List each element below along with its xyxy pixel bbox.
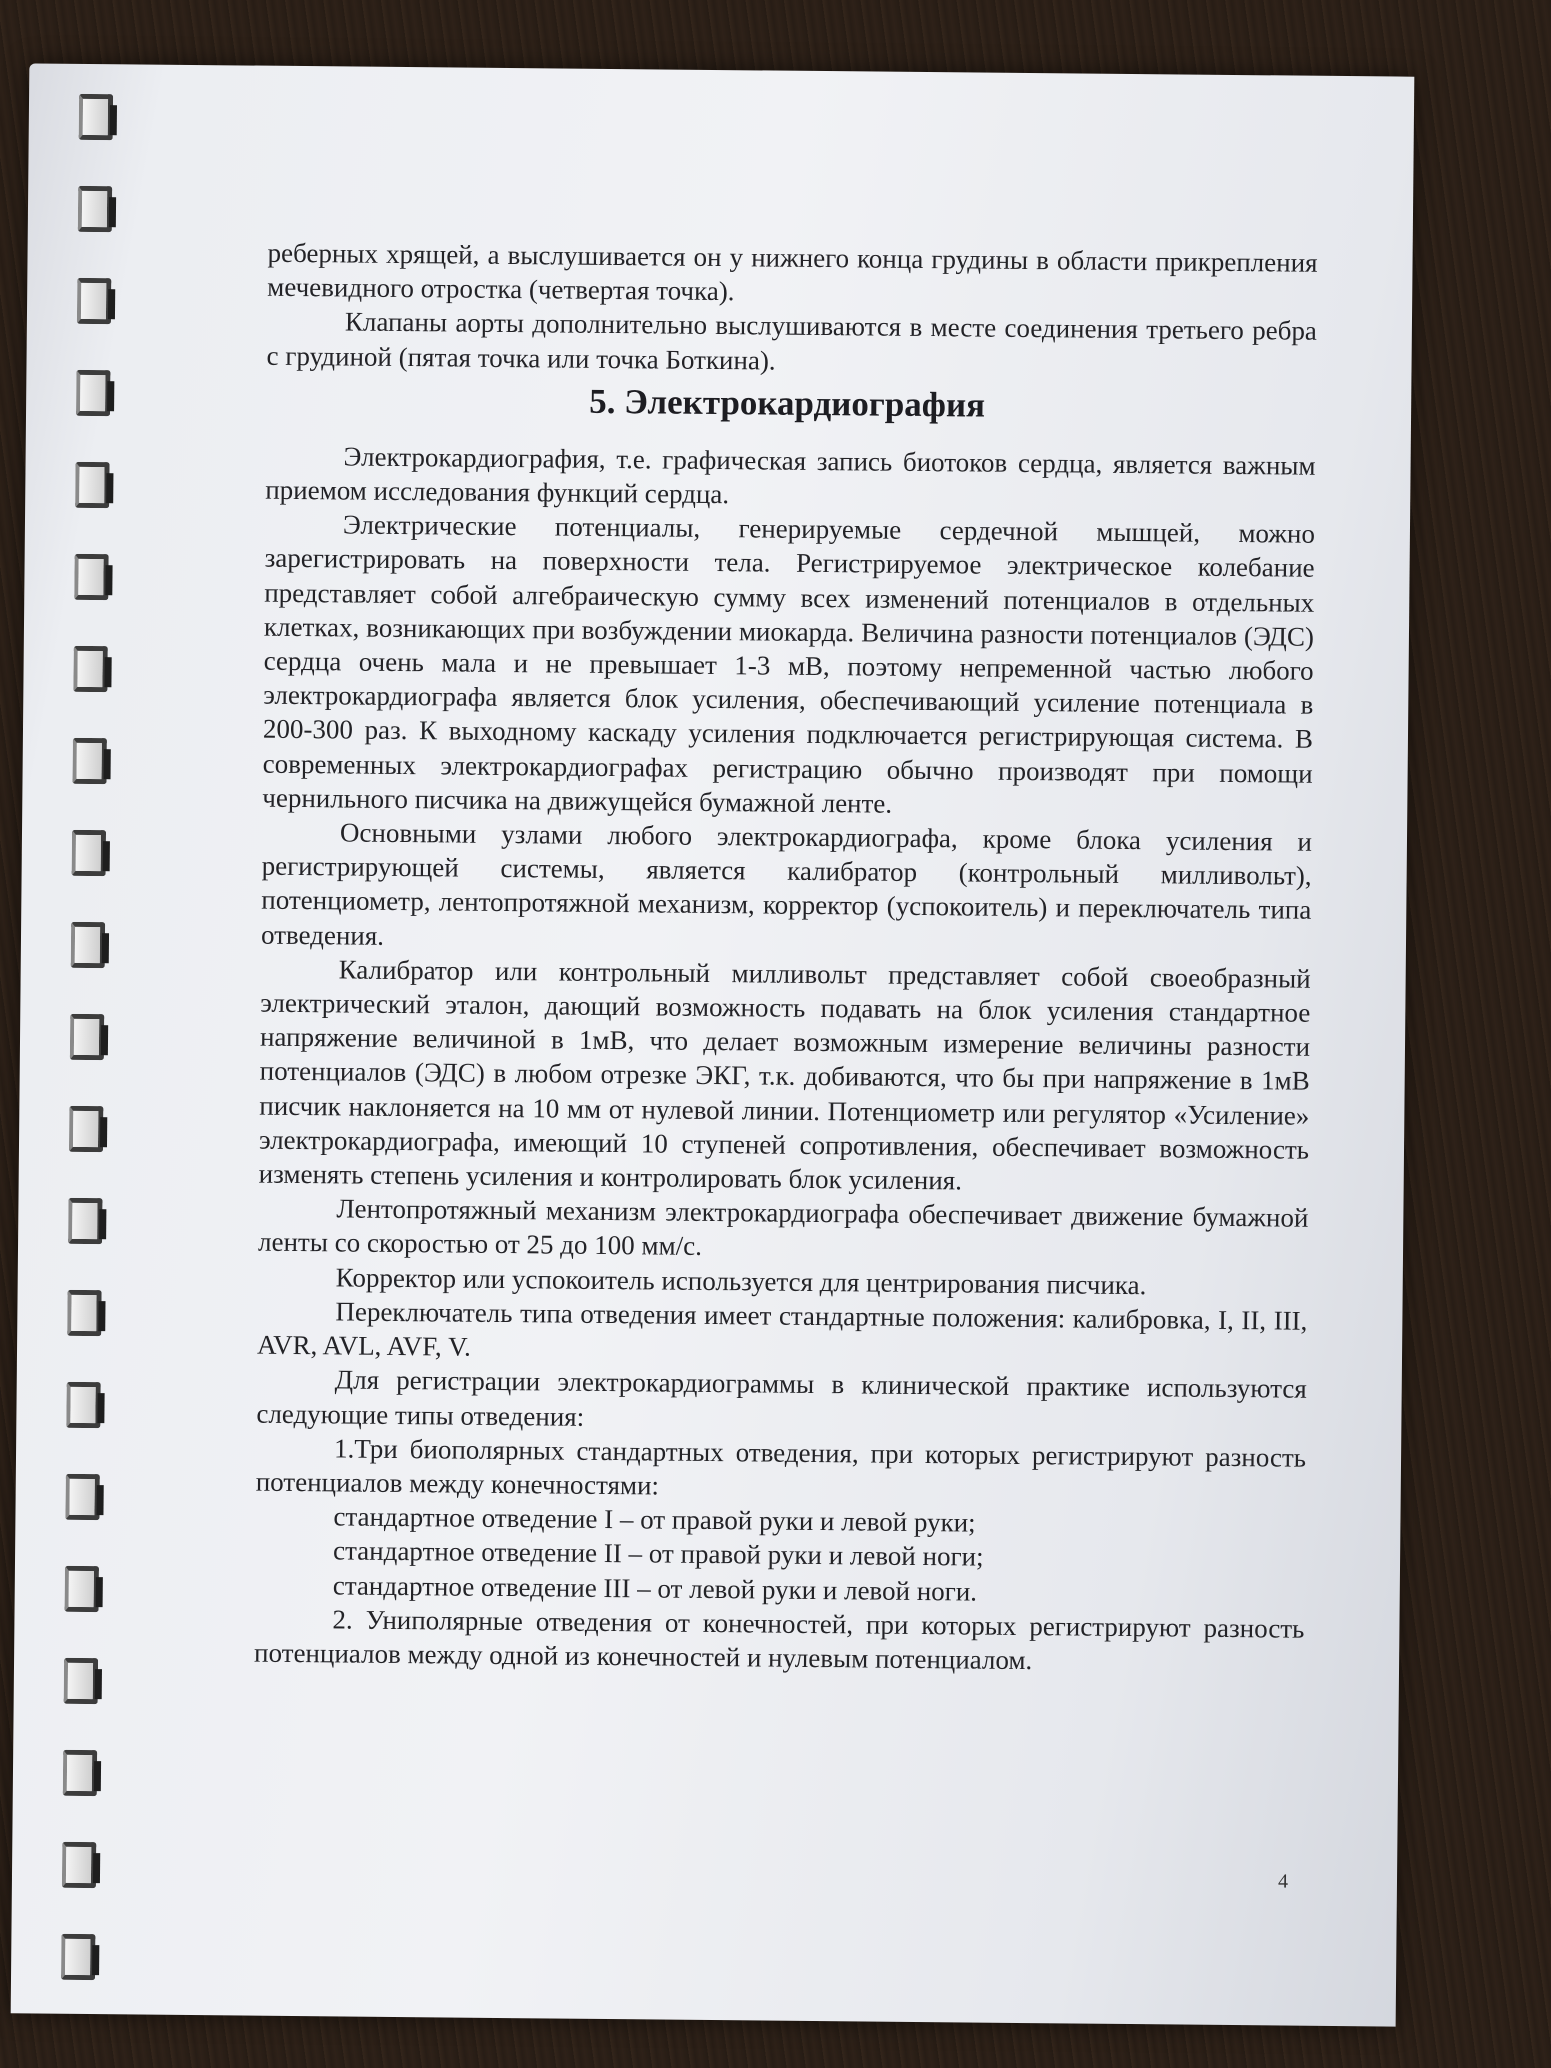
binding-coil <box>67 1290 101 1336</box>
binding-coil <box>72 738 106 784</box>
section-heading-text: 5. Электрокардиография <box>589 381 986 425</box>
binding-coil <box>78 186 112 232</box>
list-item: стандартное отведение II – от правой руки и левой ноги; <box>332 1535 984 1572</box>
paragraph: 2. Униполярные отведения от конечностей, при которых регистрируют разность потенциалов между одной из конечностей и нулевым потенциалом. <box>254 1604 1305 1676</box>
binding-coil <box>61 1934 95 1980</box>
binding-coil <box>79 94 113 140</box>
paragraph: Электрические потенциалы, генерируемые сердечной мышцей, можно зарегистрировать на поверхности тела. Регистрируемое электрическое колебание представляет собой алгебраическую сумму всех изменений потенциалов в отдельных клетках, возникающих при возбуждении миокарда. Величина разности потенциалов (ЭДС) сердца очень мала и не превышает 1-3 мВ, поэтому непременной частью любого электрокардиографа является блок усиления, обеспечивающий усиление потенциала в 200-300 раз. К выходному каскаду усиления подключается регистрирующая система. В современных электрокардиографах регистрацию обычно производят при помощи чернильного писчика на движущейся бумажной ленте. <box>262 509 1316 819</box>
paragraph: Лентопротяжный механизм электрокардиографа обеспечивает движение бумажной ленты со скоростью от 25 до 100 мм/с. <box>257 1193 1309 1262</box>
binding-coil <box>65 1474 99 1520</box>
page-body <box>254 236 1318 1680</box>
binding-coil <box>77 278 111 324</box>
list-item: стандартное отведение III – от левой руки и левой ноги. <box>332 1569 978 1607</box>
paragraph: Переключатель типа отведения имеет стандартные положения: калибровка, I, II, III, AVR, AVL, AVF, V. <box>256 1296 1308 1362</box>
spiral-binding <box>49 64 138 2015</box>
paragraph: Основными узлами любого электрокардиографа, кроме блока усиления и регистрирующей системы, является калибратор (контрольный милливольт), потенциометр, лентопротяжной механизм, корректор (успокоитель) и переключатель типа отведения. <box>260 817 1313 951</box>
paragraph: Клапаны аорты дополнительно выслушиваются в месте соединения третьего ребра с грудиной (пятая точка или точка Боткина). <box>266 306 1318 376</box>
document-page <box>11 63 1415 2026</box>
binding-coil <box>64 1658 98 1704</box>
binding-coil <box>76 370 110 416</box>
paragraph: Для регистрации электрокардиограммы в клинической практике используются следующие типы отведения: <box>256 1364 1307 1432</box>
binding-coil <box>71 922 105 968</box>
binding-coil <box>62 1842 96 1888</box>
binding-coil <box>73 646 107 692</box>
binding-coil <box>72 830 106 876</box>
binding-coil <box>70 1014 104 1060</box>
binding-coil <box>63 1750 97 1796</box>
paragraph: Калибратор или контрольный милливольт представляет собой своеобразный электрический эталон, дающий возможность подавать на блок усиления стандартное напряжение величиной в 1мВ, что делает возможным измерение величины разности потенциалов (ЭДС) в любом отрезке ЭКГ, т.к. добиваются, что бы при напряжение в 1мВ писчик наклоняется на 10 мм от нулевой линии. Потенциометр или регулятор «Усиление» электрокардиографа, имеющий 10 ступеней сопротивления, обеспечивает возможность изменять степень усиления и контролировать блок усиления. <box>258 954 1311 1196</box>
paragraph: Корректор или успокоитель используется для центрирования писчика. <box>335 1262 1147 1300</box>
paragraph: реберных хрящей, а выслушивается он у нижнего конца грудины в области прикрепления мечевидного отростка (четвертая точка). <box>267 237 1318 307</box>
binding-coil <box>66 1382 100 1428</box>
binding-coil <box>69 1106 103 1152</box>
section-heading <box>266 376 1316 430</box>
paragraph: 1.Три биополярных стандартных отведения, при которых регистрируют разность потенциалов между конечностями: <box>255 1433 1307 1501</box>
binding-coil <box>75 462 109 508</box>
binding-coil <box>65 1566 99 1612</box>
binding-coil <box>68 1198 102 1244</box>
paragraph: Электрокардиография, т.е. графическая запись биотоков сердца, является важным приемом исследования функций сердца. <box>265 441 1316 510</box>
binding-coil <box>74 554 108 600</box>
list-item: стандартное отведение I – от правой руки и левой руки; <box>333 1501 976 1538</box>
page-number: 4 <box>1277 1870 1289 1893</box>
